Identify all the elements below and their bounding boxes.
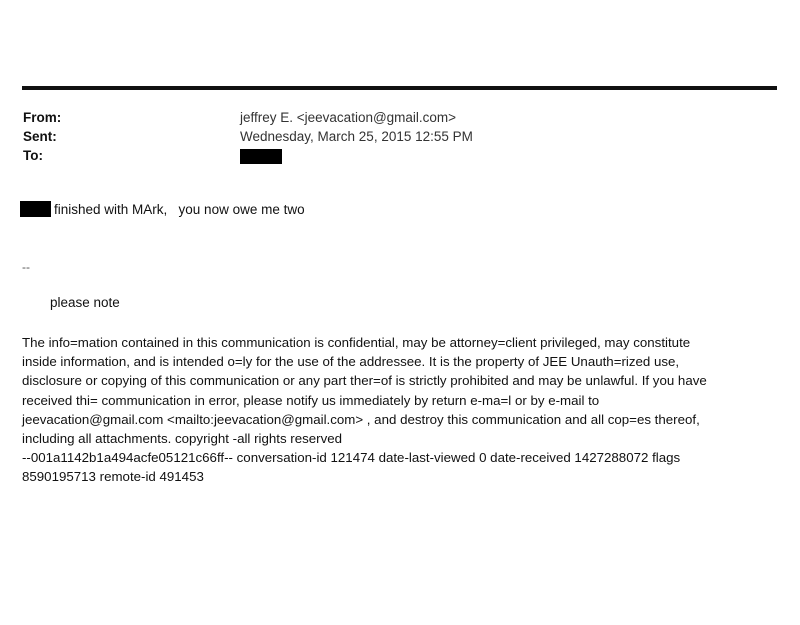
email-header <box>23 108 723 165</box>
to-label: To: <box>23 148 43 163</box>
from-row <box>23 108 723 127</box>
metadata-line: --001a1142b1a494acfe05121c66ff-- conversation-id 121474 date-last-viewed 0 date-received 1427288072 flags <box>22 450 681 466</box>
from-label: From: <box>23 110 62 125</box>
disclaimer-line: including all attachments. copyright -all rights reserved <box>22 431 343 447</box>
name-redaction-block <box>20 201 51 217</box>
disclaimer-line: disclosure or copying of this communication or any part ther=of is strictly prohibited and may be unlawful. If you have <box>22 373 707 389</box>
metadata-line: 8590195713 remote-id 491453 <box>22 469 204 485</box>
from-value: jeffrey E. <jeevacation@gmail.com> <box>240 110 457 125</box>
header-divider <box>22 86 777 90</box>
message-text: finished with MArk, you now owe me two <box>54 201 305 217</box>
disclaimer-line: received thi= communication in error, please notify us immediately by return e-ma=l or by e-mail to <box>22 392 600 408</box>
to-redaction-block <box>240 149 282 164</box>
signature-separator: -- <box>22 260 30 274</box>
please-note-text: please note <box>50 295 120 310</box>
confidentiality-disclaimer <box>22 333 782 487</box>
sent-value: Wednesday, March 25, 2015 12:55 PM <box>240 129 473 144</box>
message-line <box>20 201 305 217</box>
sent-row <box>23 127 723 146</box>
sent-label: Sent: <box>23 129 57 144</box>
disclaimer-line: The info=mation contained in this communication is confidential, may be attorney=client privileged, may constitute <box>22 335 691 350</box>
disclaimer-line: inside information, and is intended o=ly for the use of the addressee. It is the property of JEE Unauth=rized use, <box>22 354 680 370</box>
to-row <box>23 146 723 165</box>
disclaimer-line: jeevacation@gmail.com <mailto:jeevacation@gmail.com> , and destroy this communication and all cop=es thereof, <box>22 411 700 427</box>
